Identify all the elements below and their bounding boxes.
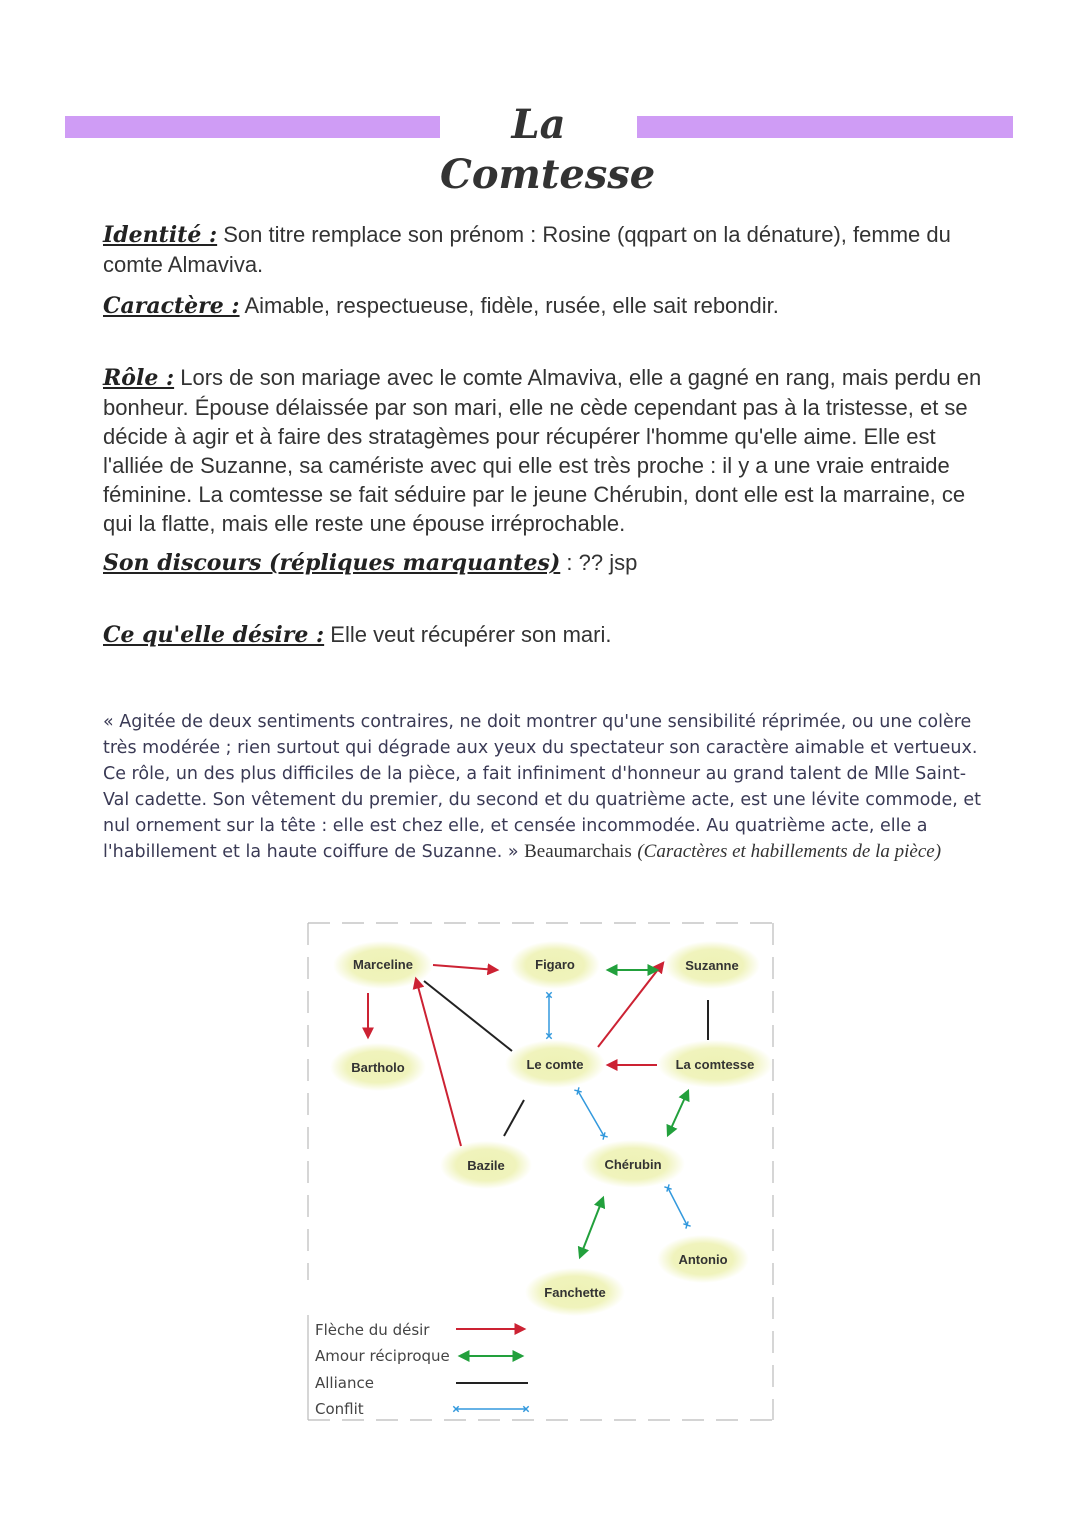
node-comte: Le comte: [526, 1057, 584, 1072]
quote-author: Beaumarchais: [524, 841, 632, 862]
diagram-legend: [315, 1321, 450, 1418]
node-bazile: Bazile: [467, 1158, 505, 1173]
identite-label: Identité :: [103, 222, 218, 248]
role-text: Lors de son mariage avec le comte Almaviva, elle a gagné en rang, mais perdu en bonheur. Épouse délaissée par son mari, elle ne cède cependant pas à la tristesse, et se décide à agir et à faire des stratagèmes pour récupérer l'homme qu'elle aime. Elle est l'alliée de Suzanne, sa camériste avec qui elle est très proche : il y a une vraie entraide féminine. La comtesse se fait séduire par le jeune Chérubin, dont elle est la marraine, ce qui la flatte, mais elle reste une épouse irréprochable.: [103, 365, 982, 536]
discours-text: : ?? jsp: [566, 550, 638, 575]
beaumarchais-quote: [103, 709, 983, 865]
character-relationship-diagram: [290, 915, 780, 1425]
edge-marceline-comte: [424, 981, 512, 1051]
node-suzanne: Suzanne: [685, 958, 739, 973]
desire-label: Ce qu'elle désire :: [103, 622, 325, 648]
node-bartholo: Bartholo: [351, 1060, 405, 1075]
caractere-section: [103, 291, 983, 321]
page-title: La Comtesse: [440, 101, 656, 198]
quote-text: « Agitée de deux sentiments contraires, ne doit montrer qu'une sensibilité réprimée, ou une colère très modérée ; rien surtout qui dégrade aux yeux du spectateur son caractère aimable et vertueux. Ce rôle, un des plus difficiles de la pièce, a fait infiniment d'honneur au grand talent de Mlle Saint-Val cadette. Son vêtement du premier, du second et du quatrième acte, est une lévite commode, et nul ornement sur la tête : elle est chez elle, et censée incommodée. Au quatrième acte, elle a l'habillement et la haute coiffure de Suzanne. »: [103, 712, 981, 862]
edge-marceline-figaro: [433, 965, 497, 970]
role-section: [103, 363, 983, 538]
caractere-label: Caractère :: [103, 293, 240, 319]
identite-text: Son titre remplace son prénom : Rosine (qqpart on la dénature), femme du comte Almaviva.: [103, 222, 951, 277]
legend-alliance-label: Alliance: [315, 1374, 374, 1392]
desire-section: [103, 620, 983, 650]
edge-comte-cherubin: [578, 1091, 604, 1136]
quote-work: (Caractères et habillements de la pièce): [637, 841, 942, 862]
discours-label: Son discours (répliques marquantes): [103, 550, 561, 576]
edge-bazile-comte: [504, 1100, 524, 1136]
legend-amour-label: Amour réciproque: [315, 1347, 450, 1365]
edge-comte-suzanne: [598, 963, 663, 1047]
node-comtesse: La comtesse: [675, 1057, 755, 1072]
node-figaro: Figaro: [535, 957, 575, 972]
node-antonio: Antonio: [678, 1252, 728, 1267]
legend-desire-label: Flèche du désir: [315, 1321, 430, 1339]
title-bar-left: [65, 116, 440, 138]
node-marceline: Marceline: [353, 957, 413, 972]
identite-section: [103, 220, 983, 279]
node-fanchette: Fanchette: [544, 1285, 606, 1300]
caractere-text: Aimable, respectueuse, fidèle, rusée, elle sait rebondir.: [244, 293, 779, 318]
legend-conflit-label: Conflit: [315, 1400, 364, 1418]
discours-section: [103, 548, 983, 578]
title-bar-right: [637, 116, 1013, 138]
edge-cherubin-fanchette: [580, 1198, 603, 1257]
edge-comtesse-cherubin: [668, 1091, 688, 1135]
edge-cherubin-antonio: [668, 1188, 687, 1225]
desire-text: Elle veut récupérer son mari.: [330, 622, 612, 647]
node-cherubin: Chérubin: [604, 1157, 662, 1172]
role-label: Rôle :: [103, 365, 175, 391]
